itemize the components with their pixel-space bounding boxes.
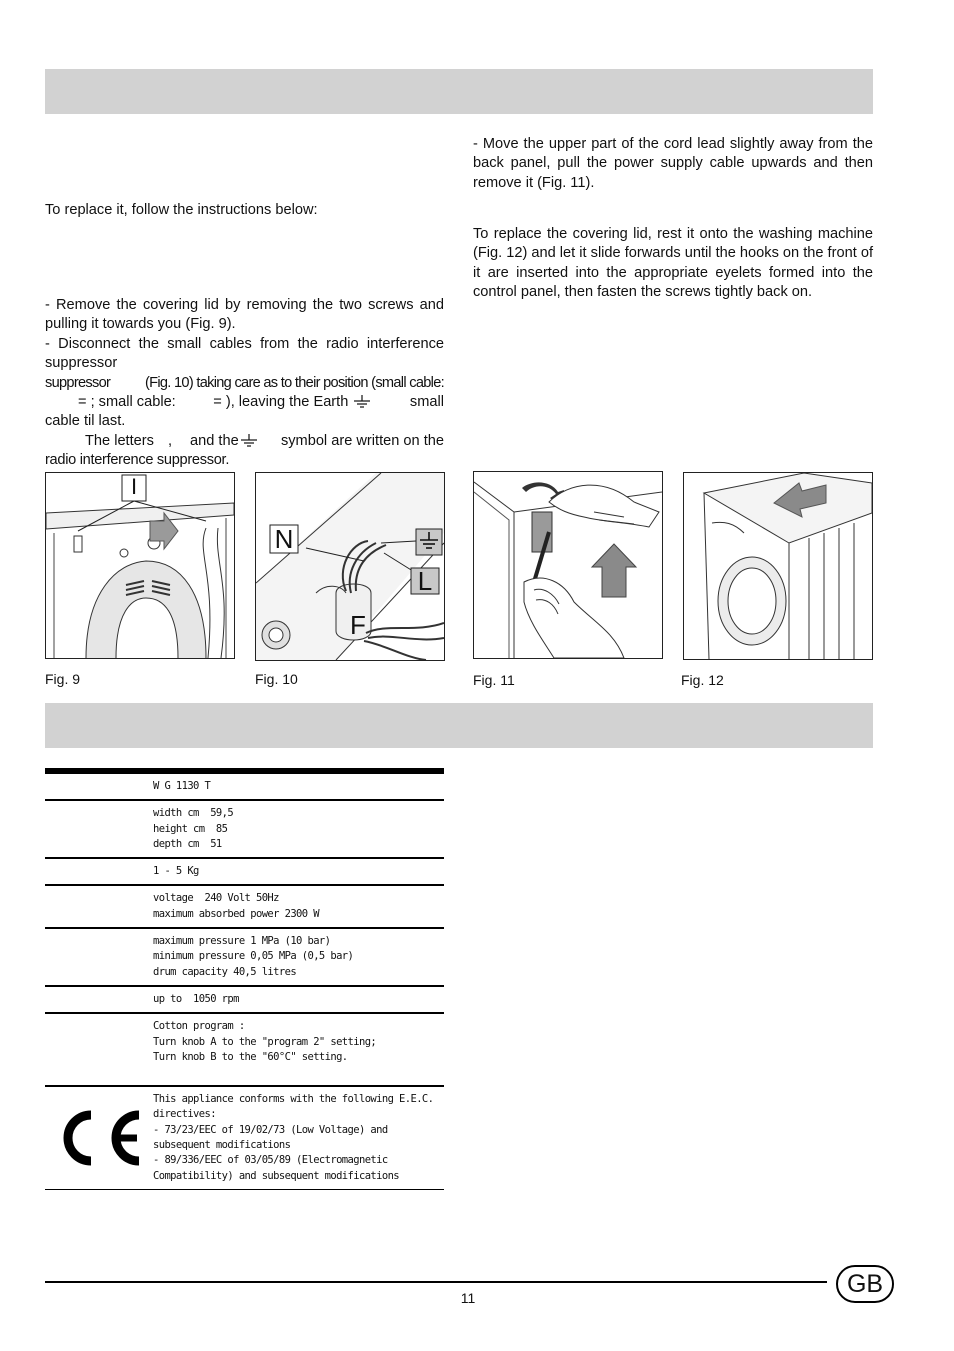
spec-row-model: W G 1130 T	[45, 774, 444, 801]
spec-row-capacity: 1 - 5 Kg	[45, 859, 444, 886]
fig11-illustration	[473, 471, 663, 659]
fig9-illustration	[45, 472, 235, 659]
fig11-caption: Fig. 11	[473, 672, 515, 688]
page-number: 11	[460, 1290, 476, 1306]
step-remove-lid: - Remove the covering lid by removing the two screws and pulling it towards you (Fig. 9).	[45, 297, 444, 333]
earth-symbol-icon	[239, 434, 259, 448]
fig9-caption: Fig. 9	[45, 671, 81, 687]
spec-row-spin: up to 1050 rpm	[45, 987, 444, 1014]
lid-replace-text: To replace the covering lid, rest it onto the washing machine (Fig. 12) and let it slide forwards until the hooks on the front of it are inserted into the appropriate eyelets formed into the control panel, then fasten the screws tightly back on.	[473, 226, 873, 301]
instructions-text: - Remove the covering lid by removing the two screws and pulling it towards you (Fig. 9). - Disconnect the small cables from the radio interference suppressor suppressor (Fig. 10) taking care as to their position (small cable: = ; small cable: = ), leaving the Earth small cable til last. The letters , and the symbol are written on the radio interference suppressor.	[45, 297, 444, 469]
technical-data-header-bar	[45, 703, 873, 748]
fig12-illustration	[683, 472, 873, 660]
fig10-label-l: L	[417, 566, 433, 596]
technical-data-table	[45, 768, 444, 1190]
footer-rule	[45, 1281, 827, 1283]
step-disconnect-a: - Disconnect the small cables from the radio interference suppressor	[45, 335, 444, 372]
section-header-bar	[45, 69, 873, 114]
fig9-label-i: I	[130, 474, 138, 499]
intro-text: To replace it, follow the instructions below:	[45, 202, 318, 218]
earth-symbol-icon	[352, 395, 372, 409]
fig10-caption: Fig. 10	[255, 671, 298, 687]
spec-row-ce: This appliance conforms with the following E.E.C. directives: - 73/23/EEC of 19/02/73 (Low Voltage) and subsequent modifications - 89/336/EEC of 03/05/89 (Electromagnetic Compatibility) and subsequent modifications	[45, 1087, 444, 1190]
fig12-caption: Fig. 12	[681, 672, 724, 688]
spec-row-test: Cotton program : Turn knob A to the "program 2" setting; Turn knob B to the "60°C" setting.	[45, 1014, 444, 1087]
language-badge: GB	[836, 1265, 894, 1303]
fig10-label-f: F	[350, 610, 366, 640]
spec-row-electrical: voltage 240 Volt 50Hz maximum absorbed power 2300 W	[45, 886, 444, 929]
fig10-label-n: N	[274, 524, 294, 554]
cord-removal-text: - Move the upper part of the cord lead slightly away from the back panel, pull the power supply cable upwards and then remove it (Fig. 11).	[473, 136, 873, 191]
fig10-illustration	[255, 472, 445, 661]
ce-mark-icon	[53, 1109, 143, 1167]
spec-row-dimensions: width cm 59,5 height cm 85 depth cm 51	[45, 801, 444, 859]
spec-row-water: maximum pressure 1 MPa (10 bar) minimum pressure 0,05 MPa (0,5 bar) drum capacity 40,5 litres	[45, 929, 444, 987]
